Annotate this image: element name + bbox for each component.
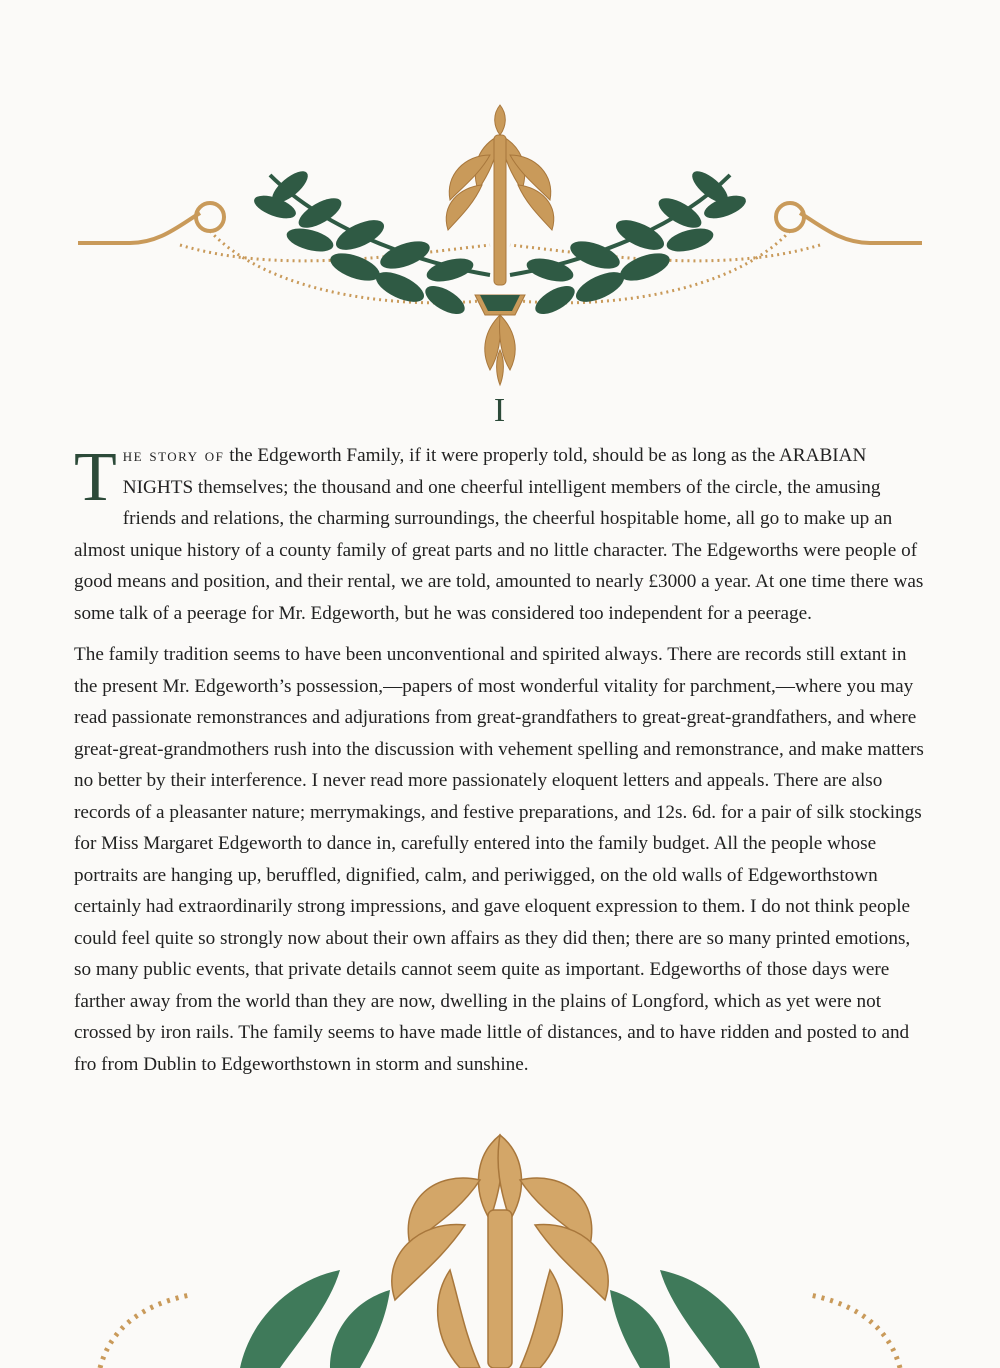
- top-ornament-icon: [70, 95, 930, 390]
- bottom-ornament-icon: [80, 1130, 920, 1368]
- chapter-text: [74, 440, 926, 1090]
- drop-cap: T: [74, 439, 117, 516]
- paragraph-1-text: the Edgeworth Family, if it were properly told, should be as long as the ARABIAN NIGHTS themselves; the thousand and one cheerful intelligent members of the circle, the amusing friends and relations, the charming surroundings, the cheerful hospitable home, all go to make up an almost unique history of a county family of great parts and no little character. The Edgeworths were people of good means and position, and their rental, we are told, amounted to nearly £3000 a year. At one time there was some talk of a peerage for Mr. Edgeworth, but he was considered too independent for a peerage.: [74, 445, 924, 624]
- lead-in-smallcaps: he story of: [122, 445, 225, 466]
- paragraph-2: The family tradition seems to have been unconventional and spirited always. There are records still extant in the present Mr. Edgeworth’s possession,—papers of most wonderful vitality for parchment,—where you may read passionate remonstrances and adjurations from great-grandfathers to great-great-grandfathers, and where great-great-grandmothers rush into the discussion with vehement spelling and remonstrance, and make matters no better by their interference. I never read more passionately eloquent letters and appeals. There are also records of a pleasanter nature; merrymakings, and festive preparations, and 12s. 6d. for a pair of silk stockings for Miss Margaret Edgeworth to dance in, carefully entered into the family budget. All the people whose portraits are hanging up, beruffled, dignified, calm, and periwigged, on the old walls of Edgeworthstown certainly had extraordinarily strong impressions, and gave eloquent expression to them. I do not think people could feel quite so strongly now about their own affairs as they did then; there are so many printed emotions, so many public events, that private details cannot seem quite as important. Edgeworths of those days were farther away from the world than they are now, dwelling in the plains of Longford, which as yet were not crossed by iron rails. The family seems to have made little of distances, and to have ridden and posted to and fro from Dublin to Edgeworthstown in storm and sunshine.: [74, 644, 924, 1075]
- paragraph-1: [74, 440, 926, 629]
- chapter-number: I: [493, 392, 507, 429]
